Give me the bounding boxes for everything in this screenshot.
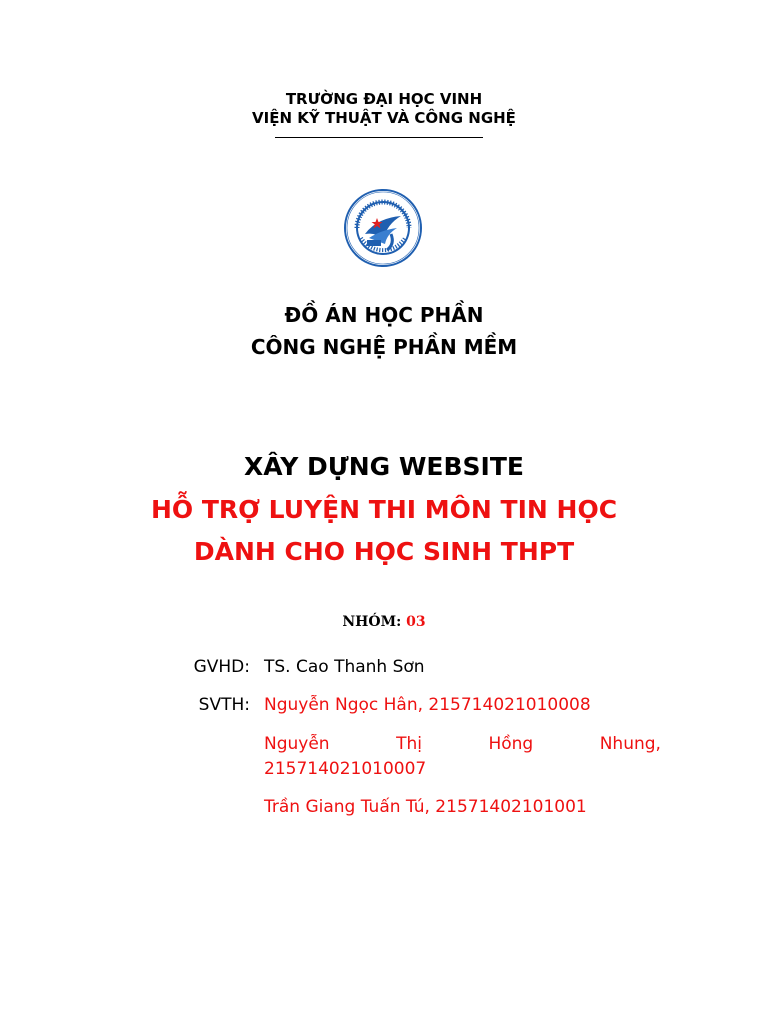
header-divider <box>275 137 483 138</box>
student-2-word: Nguyễn <box>264 734 330 754</box>
student-2-word: Thị <box>396 734 422 754</box>
course-label: ĐỒ ÁN HỌC PHẦN <box>284 303 484 327</box>
university-name: TRƯỜNG ĐẠI HỌC VINH <box>285 90 483 108</box>
advisor-label: GVHD: <box>193 657 250 677</box>
project-title-line1: XÂY DỰNG WEBSITE <box>244 452 524 481</box>
group-label: NHÓM: <box>342 614 402 630</box>
project-title-line3: DÀNH CHO HỌC SINH THPT <box>193 537 575 566</box>
student-2-word: Nhung, <box>599 734 661 754</box>
group-line <box>0 612 768 632</box>
student-3: Trần Giang Tuấn Tú, 21571402101001 <box>264 797 587 817</box>
institute-name: VIỆN KỸ THUẬT VÀ CÔNG NGHỆ <box>252 109 516 127</box>
course-name: CÔNG NGHỆ PHẦN MỀM <box>250 335 518 359</box>
student-2-name <box>264 733 661 755</box>
student-2-word: Hồng <box>488 734 534 754</box>
student-2-id: 215714021010007 <box>264 759 427 779</box>
students-label: SVTH: <box>198 695 250 715</box>
group-number: 03 <box>406 614 426 630</box>
advisor-name: TS. Cao Thanh Sơn <box>264 657 425 677</box>
university-seal-icon <box>343 188 423 268</box>
student-1: Nguyễn Ngọc Hân, 215714021010008 <box>264 695 591 715</box>
project-title-line2: HỖ TRỢ LUYỆN THI MÔN TIN HỌC <box>150 495 618 524</box>
